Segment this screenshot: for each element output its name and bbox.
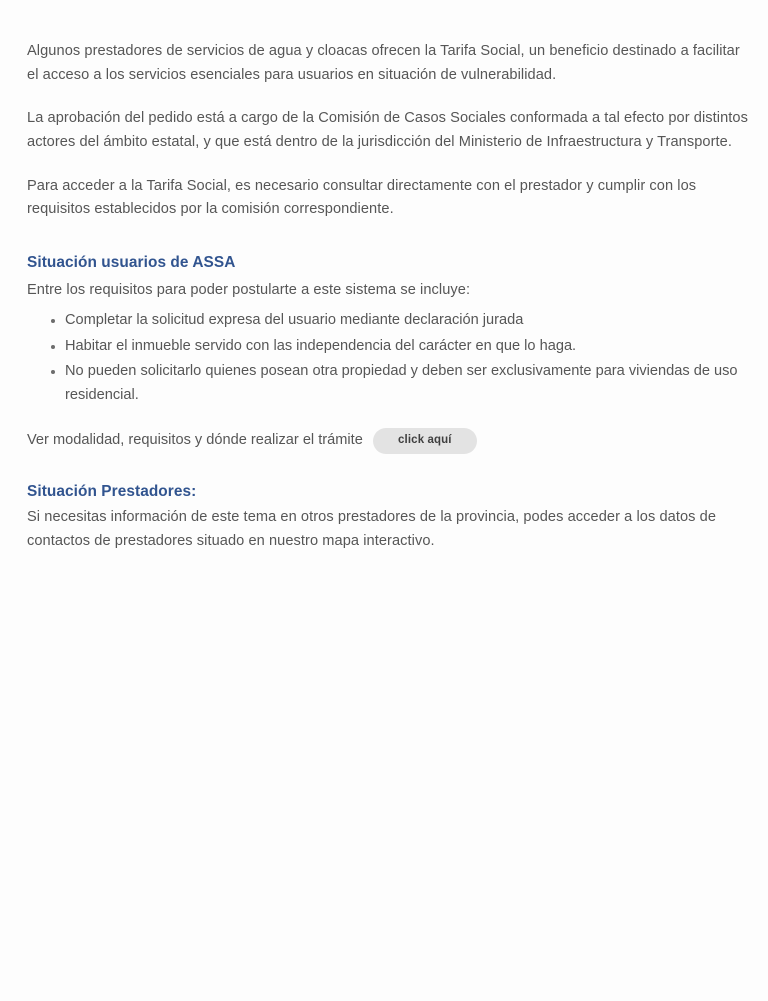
click-aqui-button[interactable]: click aquí [373, 428, 477, 455]
section-heading-assa: Situación usuarios de ASSA [27, 253, 236, 271]
intro-paragraph-2: La aprobación del pedido está a cargo de la Comisión de Casos Sociales conformada a tal efecto por distintos actores del ámbito estatal, y que está dentro de la jurisdicción del Ministerio de Infraestructura y Transporte. [27, 110, 748, 150]
section-heading-prestadores: Situación Prestadores: [27, 483, 197, 501]
assa-requirements-list [27, 309, 748, 408]
cta-row [27, 428, 748, 455]
prestadores-paragraph: Si necesitas información de este tema en otros prestadores de la provincia, podes acceder a los datos de contactos de prestadores situado en nuestro mapa interactivo. [27, 508, 717, 549]
list-item: No pueden solicitarlo quienes posean otra propiedad y deben ser exclusivamente para viviendas de uso residencial. [45, 360, 748, 407]
list-item: Habitar el inmueble servido con las independencia del carácter en que lo haga. [45, 335, 748, 359]
list-item: Completar la solicitud expresa del usuario mediante declaración jurada [45, 309, 748, 333]
article-content [27, 40, 748, 553]
assa-requirements-intro: Entre los requisitos para poder postularte a este sistema se incluye: [27, 282, 471, 299]
cta-label: Ver modalidad, requisitos y dónde realizar el trámite [27, 432, 363, 449]
intro-paragraph-1: Algunos prestadores de servicios de agua y cloacas ofrecen la Tarifa Social, un beneficio destinado a facilitar el acceso a los servicios esenciales para usuarios en situación de vulnerabilidad. [27, 43, 740, 83]
intro-paragraph-3: Para acceder a la Tarifa Social, es necesario consultar directamente con el prestador y cumplir con los requisitos establecidos por la comisión correspondiente. [27, 177, 697, 218]
